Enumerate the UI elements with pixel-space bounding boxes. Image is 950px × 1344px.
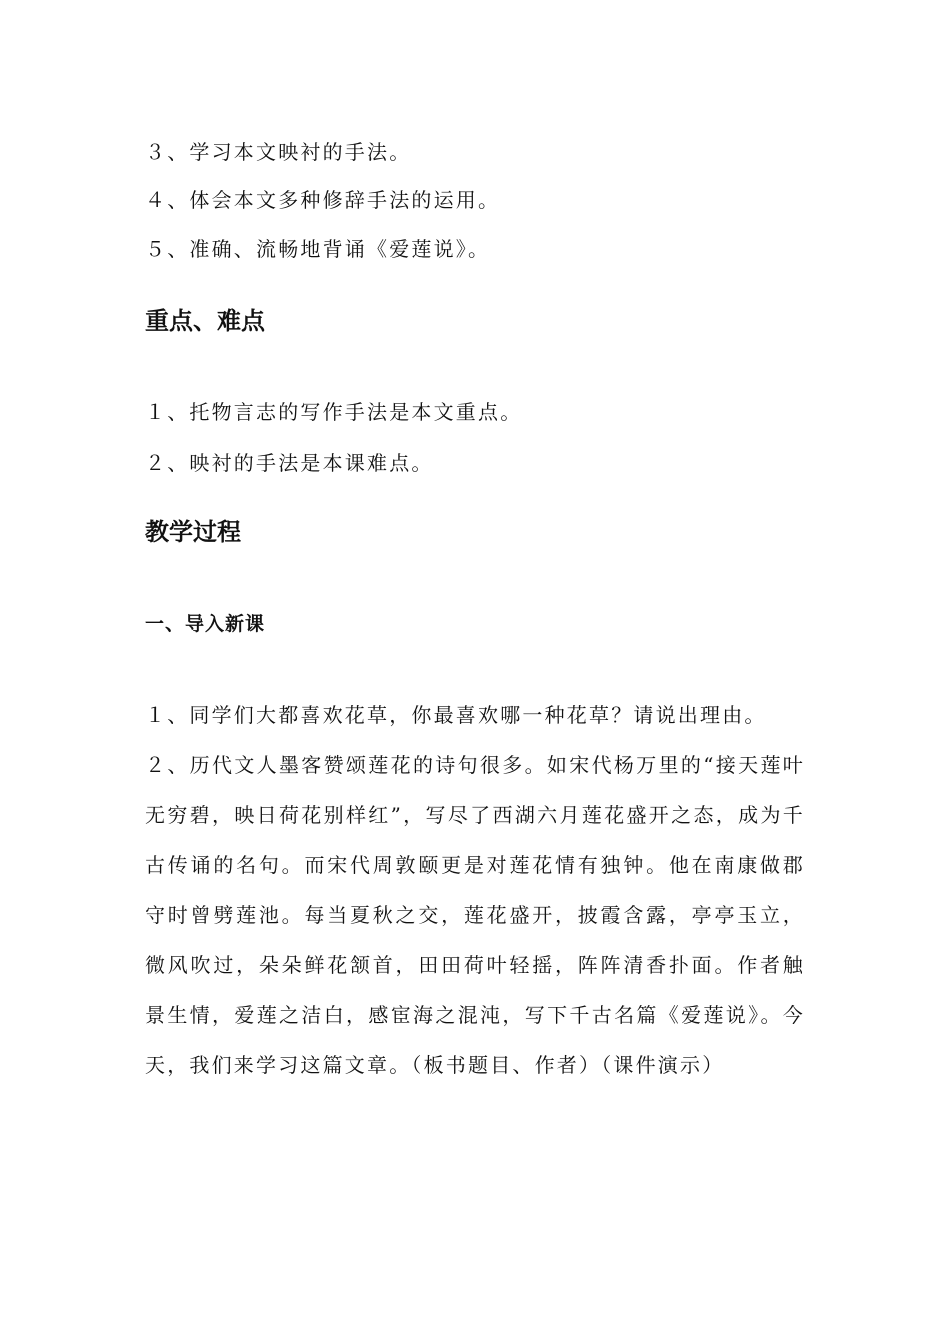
key-point-item-2: ２、映衬的手法是本课难点。 — [145, 451, 434, 475]
objective-item-4: ４、体会本文多种修辞手法的运用。 — [145, 188, 501, 212]
intro-item-2: ２、历代文人墨客赞颂莲花的诗句很多。如宋代杨万里的“接天莲叶无穷碧，映日荷花别样红”，写尽了西湖六月莲花盛开之态，成为千古传诵的名句。而宋代周敦颐更是对莲花情有独钟。他在南康做郡守时曾劈莲池。每当夏秋之交，莲花盛开，披霞含露，亭亭玉立，微风吹过，朵朵鲜花颔首，田田荷叶轻摇，阵阵清香扑面。作者触景生情，爱莲之洁白，感宦海之混沌，写下千古名篇《爱莲说》。今天，我们来学习这篇文章。（板书题目、作者）（课件演示） — [145, 753, 805, 1077]
intro-item-1: １、同学们大都喜欢花草，你最喜欢哪一种花草？请说出理由。 — [145, 703, 767, 727]
objective-item-5: ５、准确、流畅地背诵《爱莲说》。 — [145, 237, 491, 261]
key-point-item-1: １、托物言志的写作手法是本文重点。 — [145, 400, 523, 424]
document-page — [145, 0, 805, 1344]
section-intro-heading: 一、导入新课 — [145, 613, 266, 635]
objective-item-3: ３、学习本文映衬的手法。 — [145, 140, 412, 164]
key-points-heading: 重点、难点 — [145, 307, 265, 335]
process-heading: 教学过程 — [145, 518, 241, 546]
